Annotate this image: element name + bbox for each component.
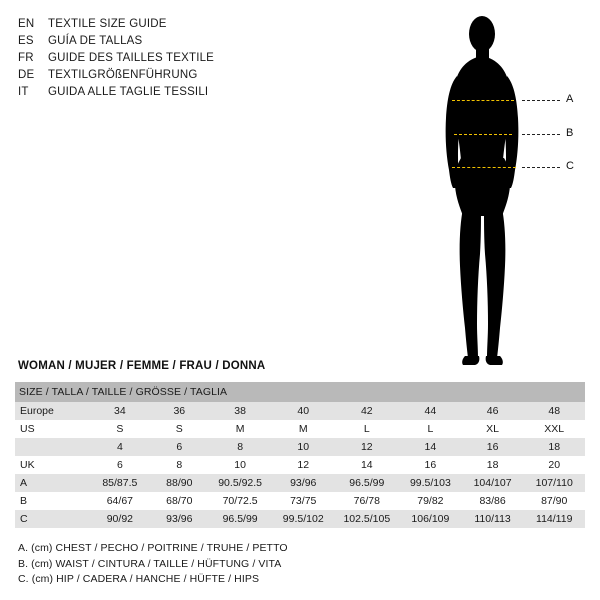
cell: 10 — [272, 438, 335, 456]
cell: 68/70 — [150, 492, 208, 510]
cell: 93/96 — [150, 510, 208, 528]
cell: 12 — [272, 456, 335, 474]
cell: 99.5/102 — [272, 510, 335, 528]
cell: 90.5/92.5 — [208, 474, 272, 492]
cell: 85/87.5 — [89, 474, 150, 492]
note-a: A. (cm) CHEST / PECHO / POITRINE / TRUHE / PETTO — [18, 542, 288, 554]
row-label: Europe — [15, 402, 89, 420]
cell: 14 — [399, 438, 462, 456]
row-label: A — [15, 474, 89, 492]
cell: 110/113 — [462, 510, 524, 528]
table-header-row — [15, 382, 585, 402]
cell: 18 — [523, 438, 585, 456]
cell: 99.5/103 — [399, 474, 462, 492]
language-title-list — [18, 17, 318, 102]
table-row — [15, 492, 585, 510]
language-code: ES — [18, 35, 34, 47]
cell: 76/78 — [335, 492, 400, 510]
table-row — [15, 510, 585, 528]
cell: 42 — [335, 402, 400, 420]
row-label — [15, 438, 89, 456]
language-row-de — [18, 68, 318, 83]
body-figure — [430, 8, 590, 368]
cell: 70/72.5 — [208, 492, 272, 510]
language-title: GUIDA ALLE TAGLIE TESSILI — [48, 86, 209, 98]
measure-marker-b: B — [566, 127, 574, 139]
cell: 114/119 — [523, 510, 585, 528]
table-row — [15, 420, 585, 438]
note-b: B. (cm) WAIST / CINTURA / TAILLE / HÜFTUNG / VITA — [18, 557, 282, 570]
cell: 6 — [89, 456, 150, 474]
measure-line-c-right — [522, 167, 560, 168]
cell: 73/75 — [272, 492, 335, 510]
cell: 40 — [272, 402, 335, 420]
table-row — [15, 402, 585, 420]
cell: 64/67 — [89, 492, 150, 510]
cell: 34 — [89, 402, 150, 420]
table-row — [15, 456, 585, 474]
cell: 8 — [208, 438, 272, 456]
measure-line-b-left — [454, 134, 512, 135]
cell: 20 — [523, 456, 585, 474]
row-label: US — [15, 420, 89, 438]
measure-line-b-right — [522, 134, 560, 135]
measurement-notes — [18, 541, 288, 588]
note-c: C. (cm) HIP / CADERA / HANCHE / HÜFTE / HIPS — [18, 573, 260, 585]
cell: 93/96 — [272, 474, 335, 492]
measure-line-a-right — [522, 100, 560, 101]
measure-line-c-left — [452, 167, 516, 168]
cell: 90/92 — [89, 510, 150, 528]
language-row-fr — [18, 51, 318, 66]
female-silhouette-icon — [430, 8, 590, 370]
language-title: GUÍA DE TALLAS — [48, 35, 143, 47]
measure-line-a-left — [452, 100, 514, 101]
language-title: GUIDE DES TAILLES TEXTILE — [48, 52, 215, 64]
row-label: C — [15, 510, 89, 528]
size-table — [15, 382, 585, 528]
language-row-en — [18, 17, 318, 32]
section-label-woman: WOMAN / MUJER / FEMME / FRAU / DONNA — [18, 360, 266, 372]
cell: 102.5/105 — [335, 510, 400, 528]
cell: XXL — [523, 420, 585, 438]
cell: 106/109 — [399, 510, 462, 528]
language-title: TEXTILE SIZE GUIDE — [48, 18, 167, 30]
cell: 88/90 — [150, 474, 208, 492]
language-code: FR — [18, 52, 34, 64]
measure-marker-c: C — [566, 160, 574, 172]
measure-marker-a: A — [566, 93, 574, 105]
table-row — [15, 474, 585, 492]
cell: 6 — [150, 438, 208, 456]
cell: L — [399, 420, 462, 438]
cell: 79/82 — [399, 492, 462, 510]
cell: 4 — [89, 438, 150, 456]
language-title: TEXTILGRÖßENFÜHRUNG — [48, 69, 198, 81]
cell: 8 — [150, 456, 208, 474]
cell: 44 — [399, 402, 462, 420]
row-label: B — [15, 492, 89, 510]
cell: M — [272, 420, 335, 438]
language-code: IT — [18, 86, 29, 98]
cell: 18 — [462, 456, 524, 474]
cell: XL — [462, 420, 524, 438]
language-code: EN — [18, 18, 35, 30]
cell: 48 — [523, 402, 585, 420]
language-row-it — [18, 85, 318, 100]
cell: 87/90 — [523, 492, 585, 510]
cell: 12 — [335, 438, 400, 456]
language-row-es — [18, 34, 318, 49]
language-code: DE — [18, 69, 35, 81]
cell: 96.5/99 — [335, 474, 400, 492]
cell: 96.5/99 — [208, 510, 272, 528]
row-label: UK — [15, 456, 89, 474]
cell: 46 — [462, 402, 524, 420]
cell: S — [150, 420, 208, 438]
table-row — [15, 438, 585, 456]
cell: L — [335, 420, 400, 438]
cell: 104/107 — [462, 474, 524, 492]
cell: 10 — [208, 456, 272, 474]
cell: 38 — [208, 402, 272, 420]
cell: 107/110 — [523, 474, 585, 492]
cell: M — [208, 420, 272, 438]
cell: 16 — [462, 438, 524, 456]
table-header-label: SIZE / TALLA / TAILLE / GRÖSSE / TAGLIA — [15, 382, 585, 402]
cell: S — [89, 420, 150, 438]
cell: 83/86 — [462, 492, 524, 510]
cell: 16 — [399, 456, 462, 474]
cell: 14 — [335, 456, 400, 474]
cell: 36 — [150, 402, 208, 420]
